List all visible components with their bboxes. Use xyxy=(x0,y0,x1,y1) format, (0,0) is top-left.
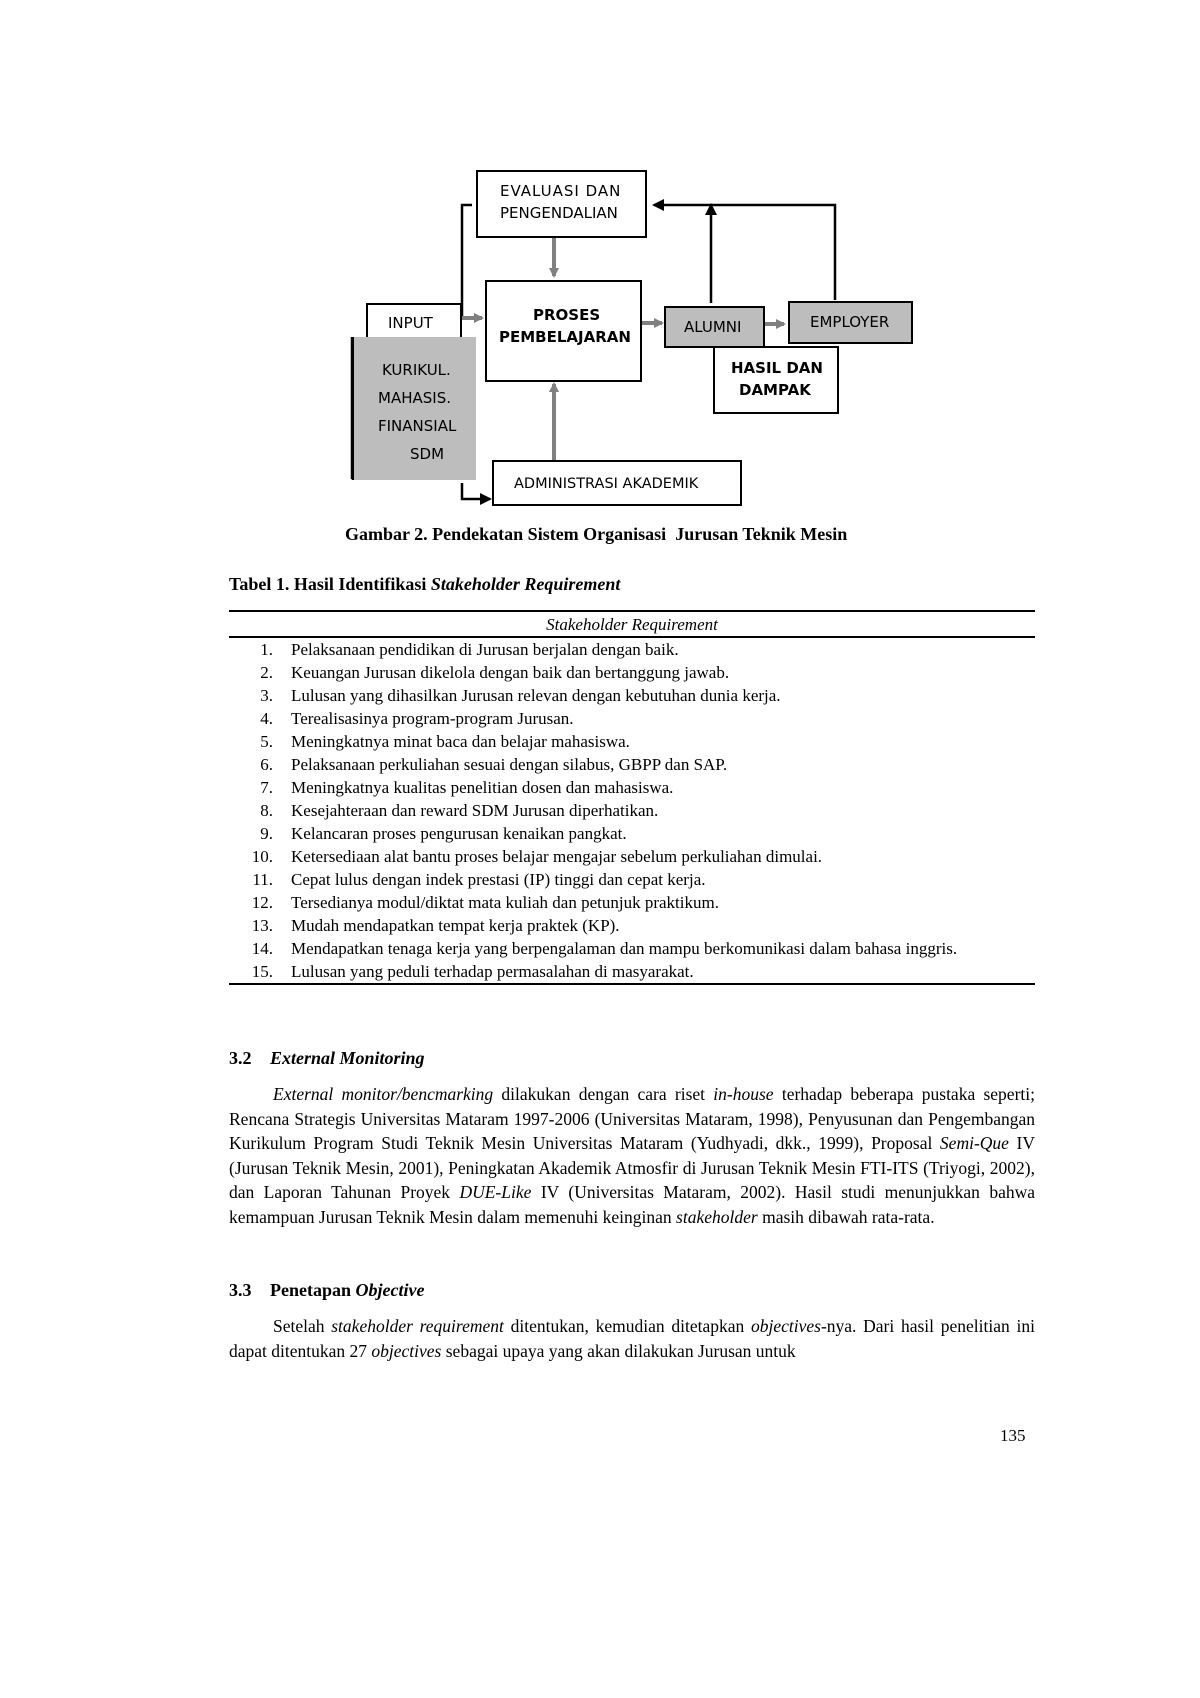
table-row xyxy=(229,914,1035,937)
paragraph-segment: masih dibawah rata-rata. xyxy=(757,1206,935,1227)
row-number: 14. xyxy=(251,939,273,958)
paragraph-segment: Setelah xyxy=(273,1316,332,1336)
arrow-employer-to-evaluasi xyxy=(654,205,835,300)
evaluasi-box xyxy=(476,170,647,238)
row-number: 2. xyxy=(260,663,273,682)
table-row xyxy=(229,799,1035,822)
input-item-sdm: SDM xyxy=(410,445,445,463)
section-32-title: External Monitoring xyxy=(270,1048,425,1068)
arrow-input-to-evaluasi xyxy=(462,205,472,318)
row-number: 11. xyxy=(252,870,273,889)
row-text: Lulusan yang dihasilkan Jurusan relevan dengan kebutuhan dunia kerja. xyxy=(291,686,781,705)
section-33-paragraph xyxy=(229,1314,1035,1363)
table-row xyxy=(229,661,1035,684)
input-label: INPUT xyxy=(388,314,433,332)
table-title-italic: Stakeholder Requirement xyxy=(430,574,621,594)
row-number: 9. xyxy=(260,824,273,843)
paragraph-segment: in-house xyxy=(713,1084,774,1104)
row-text: Ketersediaan alat bantu proses belajar mengajar sebelum perkuliahan dimulai. xyxy=(291,847,823,866)
section-32-paragraph xyxy=(229,1082,1035,1229)
row-text: Pelaksanaan perkuliahan sesuai dengan silabus, GBPP dan SAP. xyxy=(291,755,728,774)
section-33-title-prefix: Penetapan xyxy=(270,1280,356,1300)
table-row xyxy=(229,684,1035,707)
row-text: Pelaksanaan pendidikan di Jurusan berjalan dengan baik. xyxy=(291,640,679,659)
table-row xyxy=(229,845,1035,868)
evaluasi-line-1: EVALUASI DAN xyxy=(500,182,622,200)
evaluasi-line-2: PENGENDALIAN xyxy=(500,204,618,222)
row-text: Mendapatkan tenaga kerja yang berpengalaman dan mampu berkomunikasi dalam bahasa inggris. xyxy=(291,939,958,958)
proses-box xyxy=(485,280,642,382)
row-number: 10. xyxy=(251,847,273,866)
table-row xyxy=(229,753,1035,776)
paragraph-segment: DUE-Like xyxy=(459,1182,532,1202)
paragraph-segment: External monitor/bencmarking xyxy=(273,1084,494,1104)
row-text: Mudah mendapatkan tempat kerja praktek (KP). xyxy=(291,916,620,935)
requirements-table xyxy=(229,610,1035,985)
table-row xyxy=(229,730,1035,753)
table-row xyxy=(229,637,1035,661)
row-text: Cepat lulus dengan indek prestasi (IP) tinggi dan cepat kerja. xyxy=(291,870,706,889)
paragraph-segment: Semi-Que xyxy=(939,1133,1009,1153)
row-text: Lulusan yang peduli terhadap permasalahan di masyarakat. xyxy=(291,960,1035,984)
input-item-kurikul: KURIKUL. xyxy=(382,361,451,379)
table-row xyxy=(229,868,1035,891)
figure-caption: Gambar 2. Pendekatan Sistem Organisasi Jurusan Teknik Mesin xyxy=(345,524,848,544)
table-title-prefix: Tabel 1. Hasil Identifikasi xyxy=(229,574,431,594)
alumni-label: ALUMNI xyxy=(684,318,742,336)
administrasi-box xyxy=(492,460,742,506)
input-item-finansial: FINANSIAL xyxy=(378,417,457,435)
row-number: 4. xyxy=(260,709,273,728)
employer-label: EMPLOYER xyxy=(810,313,890,331)
table-row xyxy=(229,707,1035,730)
paragraph-segment: IV (Jurusan Teknik Mesin, 2001), Peningkatan Akademik Atmosfir di Jurusan Teknik Mesin FTI-ITS (Triyogi, 2002), dan Laporan Tahunan Proyek xyxy=(229,1133,1035,1202)
row-number: 15. xyxy=(229,960,291,984)
paragraph-segment: stakeholder xyxy=(676,1206,758,1227)
input-item-mahasis: MAHASIS. xyxy=(378,389,451,407)
row-number: 8. xyxy=(260,801,273,820)
paragraph-segment: ditentukan, kemudian ditetapkan xyxy=(503,1316,751,1336)
input-items-box xyxy=(352,337,476,480)
table-row xyxy=(229,776,1035,799)
paragraph-segment: dilakukan dengan cara riset xyxy=(493,1084,714,1104)
alumni-box xyxy=(664,306,765,348)
row-text: Meningkatnya minat baca dan belajar mahasiswa. xyxy=(291,732,630,751)
row-number: 13. xyxy=(251,916,273,935)
row-number: 3. xyxy=(260,686,273,705)
proses-line-2: PEMBELAJARAN xyxy=(499,328,631,346)
table-row xyxy=(229,891,1035,914)
paragraph-segment: objectives xyxy=(750,1316,821,1336)
administrasi-label: ADMINISTRASI AKADEMIK xyxy=(514,476,699,492)
paragraph-segment: sebagai upaya yang akan dilakukan Jurusan untuk xyxy=(441,1340,796,1361)
paragraph-segment: IV (Universitas Mataram, 2002). Hasil studi menunjukkan bahwa kemampuan Jurusan Teknik Mesin dalam memenuhi keinginan xyxy=(229,1182,1035,1227)
section-32-heading xyxy=(229,1048,425,1069)
table-body xyxy=(229,637,1035,984)
table-row xyxy=(229,822,1035,845)
section-33-number: 3.3 xyxy=(229,1280,252,1300)
section-33-title-italic: Objective xyxy=(355,1280,425,1300)
arrow-input-to-administrasi xyxy=(462,483,490,499)
row-number: 6. xyxy=(260,755,273,774)
paragraph-segment: -nya. Dari hasil penelitian ini dapat ditentukan 27 xyxy=(229,1316,1035,1361)
table-row xyxy=(229,937,1035,960)
row-text: Meningkatnya kualitas penelitian dosen dan mahasiswa. xyxy=(291,778,674,797)
row-number: 5. xyxy=(260,732,273,751)
row-number: 1. xyxy=(260,640,273,659)
hasil-line-2: DAMPAK xyxy=(739,381,811,399)
table-title xyxy=(229,574,620,595)
row-text: Terealisasinya program-program Jurusan. xyxy=(291,709,574,728)
hasil-line-1: HASIL DAN xyxy=(731,359,823,377)
row-text: Keuangan Jurusan dikelola dengan baik dan bertanggung jawab. xyxy=(291,663,730,682)
hasil-box xyxy=(713,346,839,414)
employer-box xyxy=(788,301,913,344)
table-header: Stakeholder Requirement xyxy=(229,611,1035,637)
row-number: 12. xyxy=(251,893,273,912)
row-text: Kelancaran proses pengurusan kenaikan pangkat. xyxy=(291,824,627,843)
section-32-number: 3.2 xyxy=(229,1048,252,1068)
row-number: 7. xyxy=(260,778,273,797)
page-number: 135 xyxy=(1000,1426,1026,1445)
paragraph-segment: terhadap beberapa pustaka seperti; Rencana Strategis Universitas Mataram 1997-2006 (Universitas Mataram, 1998), Penyusunan dan Pengembangan Kurikulum Program Studi Teknik Mesin Universitas Mataram (Yudhyadi, dkk., 1999), Proposal xyxy=(229,1084,1035,1153)
table-row xyxy=(229,960,1035,984)
proses-line-1: PROSES xyxy=(533,306,601,324)
paragraph-segment: objectives xyxy=(371,1340,442,1361)
section-33-heading xyxy=(229,1280,424,1301)
row-text: Kesejahteraan dan reward SDM Jurusan diperhatikan. xyxy=(291,801,659,820)
paragraph-segment: stakeholder requirement xyxy=(331,1316,504,1336)
row-text: Tersedianya modul/diktat mata kuliah dan petunjuk praktikum. xyxy=(291,893,719,912)
